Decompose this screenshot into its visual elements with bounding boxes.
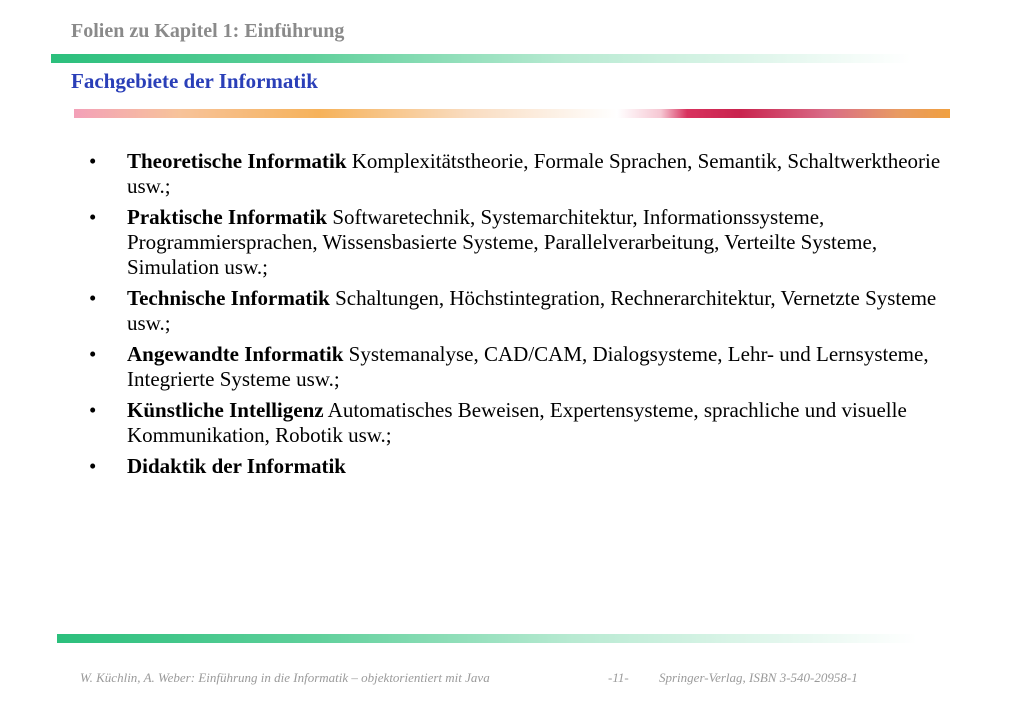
topic-description: Automatisches Beweisen, Expertensysteme, sprachliche und visuelle Kommunikation, Robotik usw.; [127,398,907,447]
header-divider-green [51,54,911,63]
topic-term: Künstliche Intelligenz [127,398,324,422]
topic-description: Systemanalyse, CAD/CAM, Dialogsysteme, Lehr- und Lernsysteme, Integrierte Systeme usw.; [127,342,929,391]
bullet-icon: • [89,205,97,229]
topic-term: Praktische Informatik [127,205,328,229]
bullet-icon: • [89,149,97,173]
footer-page-number: -11- [608,670,629,685]
bullet-icon: • [89,454,97,478]
title-divider-gradient [74,109,950,118]
topics-list [86,149,956,479]
topic-term: Angewandte Informatik [127,342,344,366]
footer-divider-green [57,634,917,643]
topic-item-technical [86,286,956,336]
footer-citation: W. Küchlin, A. Weber: Einführung in die Informatik – objektorientiert mit Java [80,670,490,685]
topic-description: Komplexitätstheorie, Formale Sprachen, Semantik, Schaltwerktheorie usw.; [127,149,941,198]
topic-item-ai [86,398,956,448]
topic-item-didactics [86,454,956,479]
topic-item-applied [86,342,956,392]
bullet-icon: • [89,342,97,366]
topic-item-theoretical [86,149,956,199]
topic-description: Schaltungen, Höchstintegration, Rechnerarchitektur, Vernetzte Systeme usw.; [127,286,937,335]
topic-term: Didaktik der Informatik [127,454,346,478]
topic-item-practical [86,205,956,280]
bullet-icon: • [89,286,97,310]
slide-title: Fachgebiete der Informatik [71,69,318,93]
slide-content [86,149,956,485]
bullet-icon: • [89,398,97,422]
topic-term: Technische Informatik [127,286,330,310]
topic-description: Softwaretechnik, Systemarchitektur, Informationssysteme, Programmiersprachen, Wissensbasierte Systeme, Parallelverarbeitung, Verteilte Systeme, Simulation usw.; [127,205,878,279]
footer-publisher: Springer-Verlag, ISBN 3-540-20958-1 [659,670,858,685]
topic-term: Theoretische Informatik [127,149,347,173]
chapter-heading: Folien zu Kapitel 1: Einführung [71,20,345,42]
